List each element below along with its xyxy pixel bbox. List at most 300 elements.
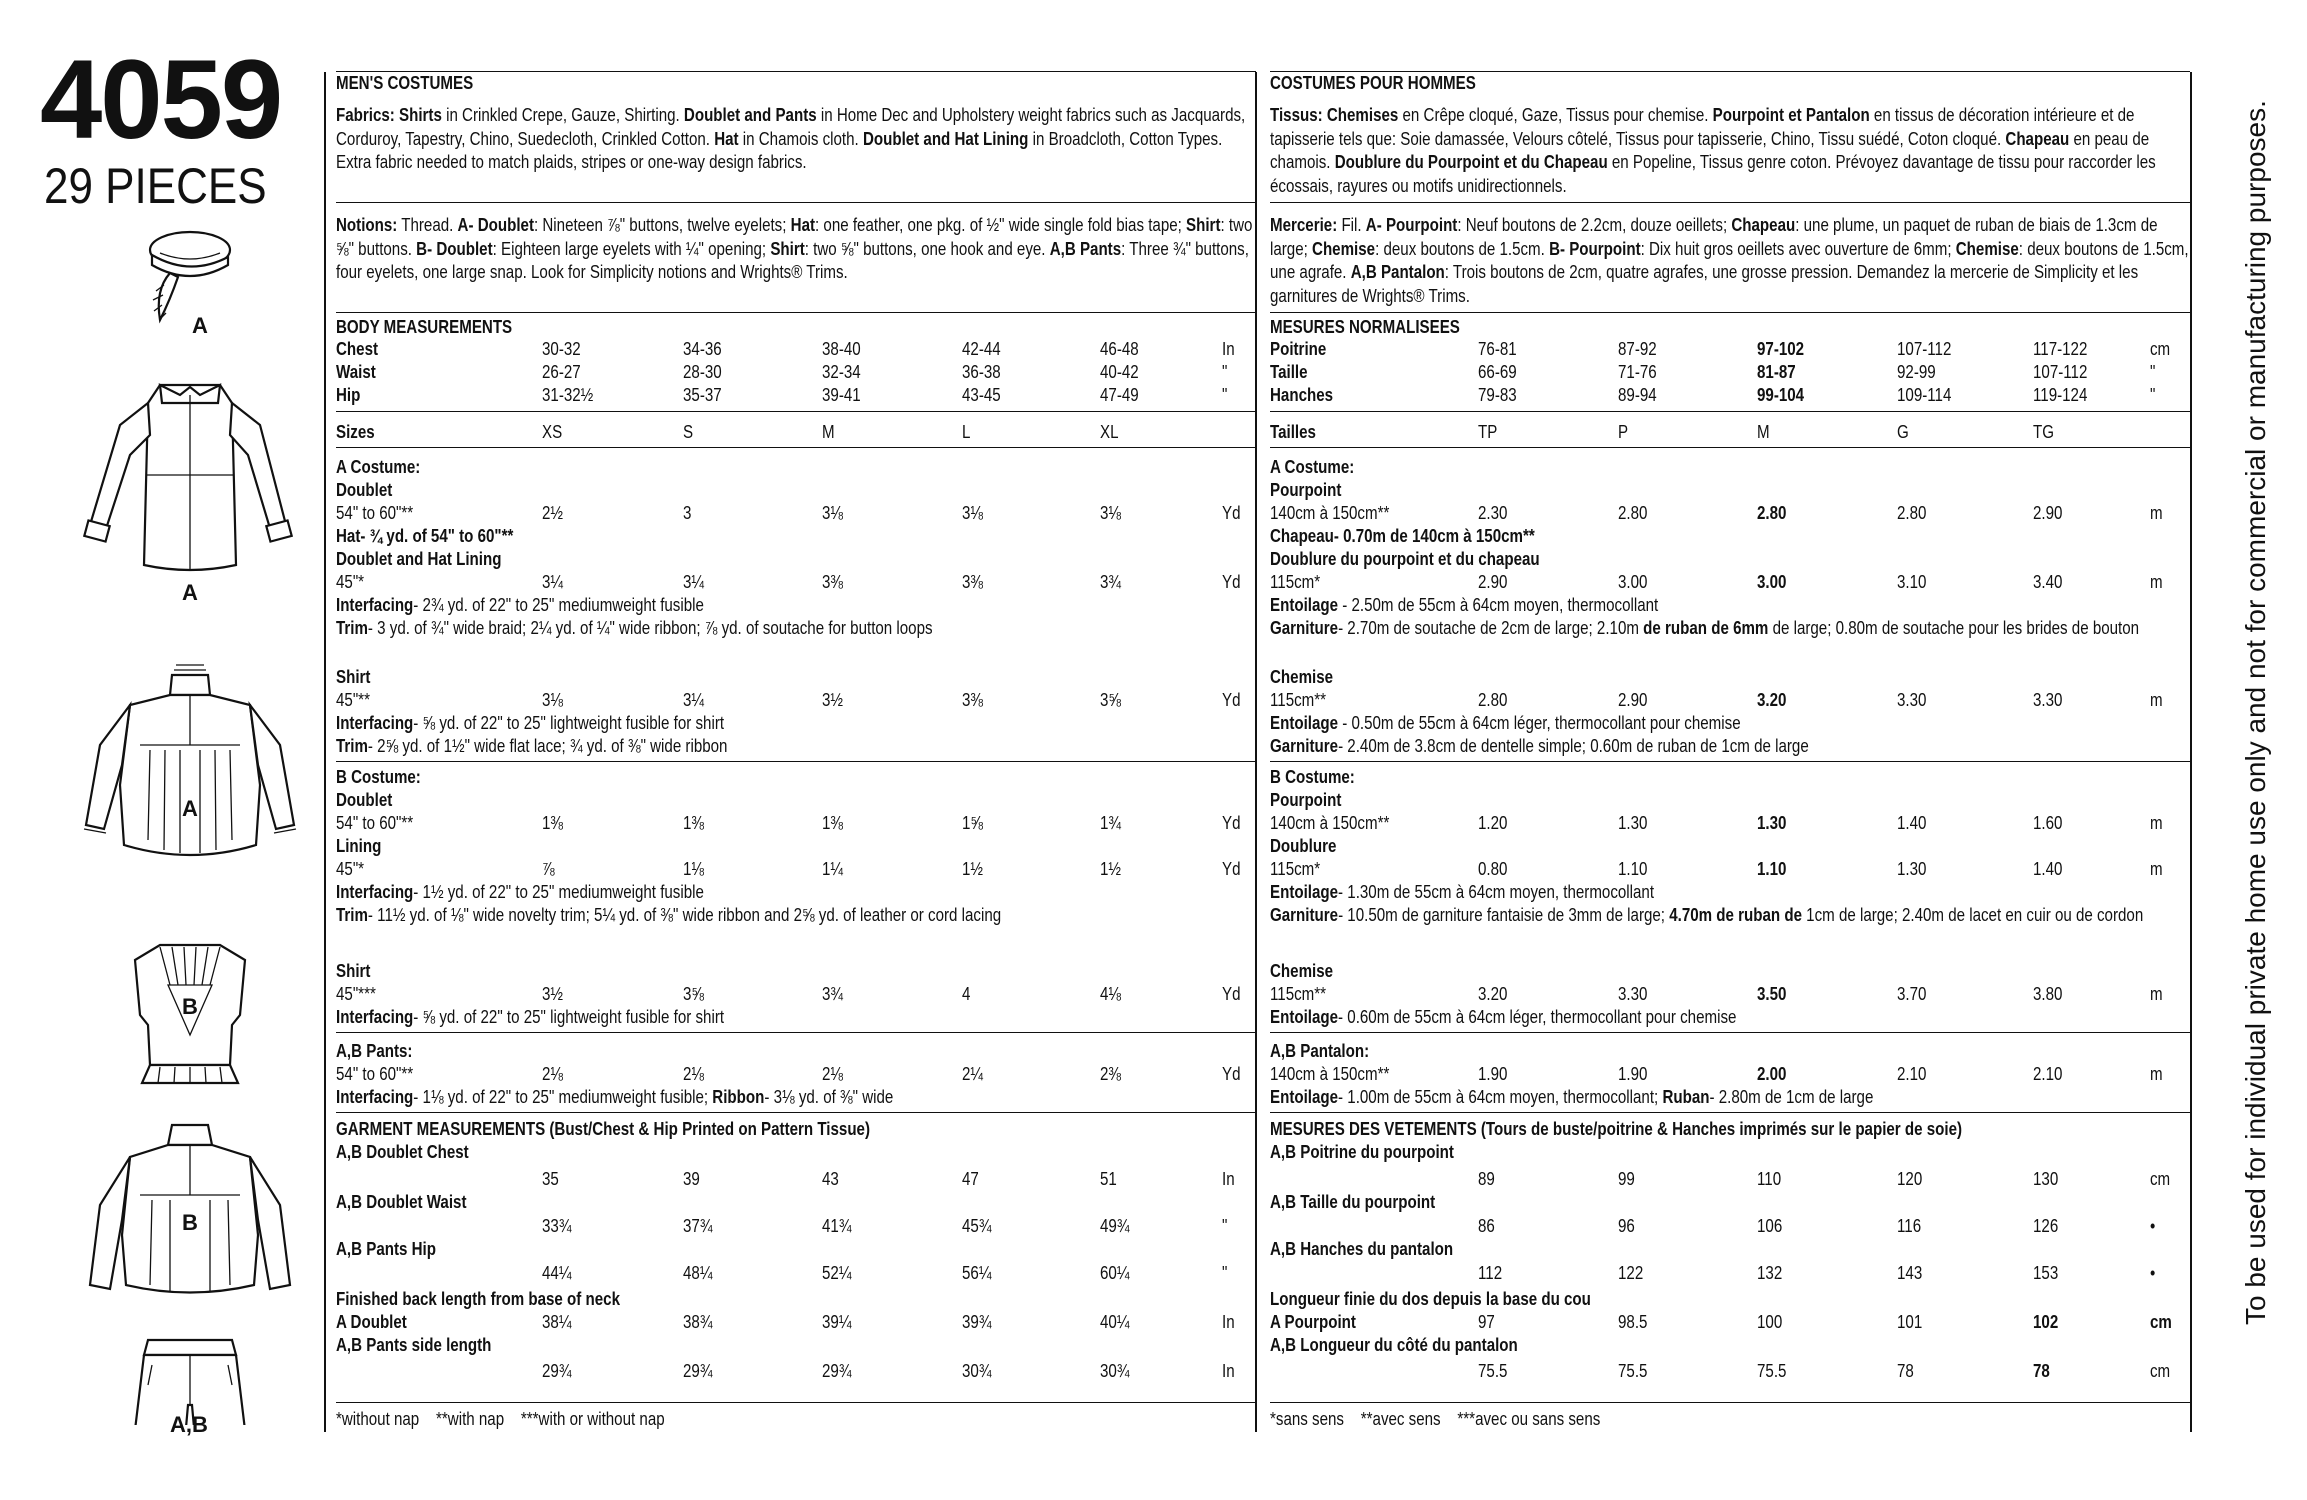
g-side-1: 75.5 (1478, 1361, 1508, 1381)
rule (1270, 447, 2190, 448)
size-4: G (1897, 422, 1909, 442)
body-measurements-title: MESURES NORMALISEES (1270, 317, 1460, 337)
pants-yardage-5: 2.10 (2033, 1064, 2063, 1084)
illustrations (60, 225, 310, 1425)
pants-yardage-4: 2.10 (1897, 1064, 1927, 1084)
lining-yardage-1: 2.90 (1478, 572, 1508, 592)
b-doublet-yardage-1: 1⅜ (542, 813, 564, 833)
size-5: XL (1100, 422, 1119, 442)
pants-yardage-1: 2⅛ (542, 1064, 564, 1084)
a-doublet-yardage-1: 2½ (542, 503, 564, 523)
hat-line: Chapeau- 0.70m de 140cm à 150cm** (1270, 526, 1535, 546)
b-shirt-unit: m (2150, 984, 2163, 1004)
rule (1270, 761, 2190, 762)
a-shirt-yardage-4: 3⅜ (962, 690, 984, 710)
hat-line: Hat- ¾ yd. of 54" to 60"** (336, 526, 514, 546)
a-doublet-heading: Doublet (336, 480, 393, 500)
size-3: M (1757, 422, 1770, 442)
lining-width: 115cm* (1270, 572, 1321, 592)
pants-width: 140cm à 150cm** (1270, 1064, 1390, 1084)
b-lining-yardage-4: 1½ (962, 859, 984, 879)
b-lining-yardage-1: 0.80 (1478, 859, 1508, 879)
b-costume-heading: B Costume: (1270, 767, 1355, 787)
g-side-2: 75.5 (1618, 1361, 1648, 1381)
g-hip-label: A,B Hanches du pantalon (1270, 1239, 1454, 1259)
body-row-value: 40-42 (1100, 362, 1139, 382)
g-hip-unit: • (2150, 1263, 2156, 1283)
body-row-value: 39-41 (822, 385, 861, 405)
rule (336, 447, 1256, 448)
size-1: TP (1478, 422, 1498, 442)
a-shirt-yardage-1: 3⅛ (542, 690, 564, 710)
a-doublet-heading: Pourpoint (1270, 480, 1342, 500)
rule (1270, 1032, 2190, 1033)
body-row-value: 97-102 (1757, 339, 1805, 359)
b-doublet-yardage-2: 1.30 (1618, 813, 1648, 833)
body-row-value: 117-122 (2033, 339, 2088, 359)
illustration-label-hat: A (192, 313, 208, 338)
illustration-label-doublet-b: B (182, 994, 198, 1019)
body-row-unit: " (1222, 362, 1228, 382)
g-a-doublet-3: 39¼ (822, 1312, 852, 1332)
lining-width: 45"* (336, 572, 365, 592)
sizes-label: Sizes (336, 422, 375, 442)
b-shirt-yardage-2: 3⅝ (683, 984, 705, 1004)
size-3: M (822, 422, 835, 442)
lining-unit: m (2150, 572, 2163, 592)
illustration-label-pants: A,B (170, 1412, 208, 1437)
body-row-label: Taille (1270, 362, 1308, 382)
pants-heading: A,B Pants: (336, 1041, 413, 1061)
size-4: L (962, 422, 971, 442)
body-row-value: 119-124 (2033, 385, 2088, 405)
g-waist-5: 49¾ (1100, 1216, 1130, 1236)
body-row-value: 36-38 (962, 362, 1001, 382)
body-row-value: 32-34 (822, 362, 861, 382)
rule (336, 71, 1256, 72)
g-hip-1: 112 (1478, 1263, 1503, 1283)
b-doublet-yardage-4: 1⅝ (962, 813, 984, 833)
g-side-5: 30¾ (1100, 1361, 1130, 1381)
g-side-4: 78 (1897, 1361, 1914, 1381)
notions-paragraph: Notions: Thread. A- Doublet: Nineteen ⅞" buttons, twelve eyelets; Hat: one feather, one pkg. of ½" wide single fold bias tape; Shirt: two ⅝" buttons. B- Doublet: Eighteen large eyelets with ¼" opening; Shirt: two ⅝" buttons, one hook and eye. A,B Pants: Three ¾" buttons, four eyelets, one large snap. Look for Simplicity notions and Wrights® Trims. (336, 215, 1253, 282)
a-shirt-interfacing: Interfacing- ⅝ yd. of 22" to 25" lightweight fusible for shirt (336, 713, 725, 733)
body-row-value: 43-45 (962, 385, 1001, 405)
g-side-3: 29¾ (822, 1361, 852, 1381)
a-costume-heading: A Costume: (336, 457, 421, 477)
pants-yardage-2: 2⅛ (683, 1064, 705, 1084)
g-hip-2: 122 (1618, 1263, 1644, 1283)
b-lining-yardage-1: ⅞ (542, 859, 555, 879)
body-row-value: 30-32 (542, 339, 581, 359)
body-row-unit: " (2150, 385, 2156, 405)
pants-yardage-2: 1.90 (1618, 1064, 1648, 1084)
body-row-unit: " (2150, 362, 2156, 382)
g-chest-2: 39 (683, 1169, 700, 1189)
b-lining-yardage-5: 1½ (1100, 859, 1122, 879)
g-hip-4: 56¼ (962, 1263, 992, 1283)
size-5: TG (2033, 422, 2054, 442)
body-row-value: 66-69 (1478, 362, 1517, 382)
a-shirt-yardage-2: 2.90 (1618, 690, 1648, 710)
g-chest-2: 99 (1618, 1169, 1635, 1189)
b-garniture: Garniture- 10.50m de garniture fantaisie de 3mm de large; 4.70m de ruban de 1cm de large; 2.40m de lacet en cuir ou de cordon (1270, 905, 2144, 925)
b-shirt-yardage-3: 3¾ (822, 984, 844, 1004)
g-a-doublet-2: 38¾ (683, 1312, 713, 1332)
g-waist-label: A,B Doublet Waist (336, 1192, 467, 1212)
pants-yardage-4: 2¼ (962, 1064, 984, 1084)
g-waist-unit: • (2150, 1216, 2156, 1236)
lining-yardage-1: 3¼ (542, 572, 564, 592)
body-row-value: 79-83 (1478, 385, 1517, 405)
g-chest-3: 43 (822, 1169, 839, 1189)
rule (336, 1032, 1256, 1033)
footnote: *sans sens **avec sens ***avec ou sans sens (1270, 1409, 1601, 1429)
body-row-value: 109-114 (1897, 385, 1952, 405)
b-shirt-unit: Yd (1222, 984, 1241, 1004)
g-waist-2: 96 (1618, 1216, 1635, 1236)
g-waist-1: 33¾ (542, 1216, 572, 1236)
a-doublet-yardage-3: 2.80 (1757, 503, 1787, 523)
lining-yardage-2: 3¼ (683, 572, 705, 592)
b-shirt-yardage-4: 3.70 (1897, 984, 1927, 1004)
a-doublet-yardage-4: 2.80 (1897, 503, 1927, 523)
g-chest-unit: cm (2150, 1169, 2171, 1189)
shirt-a-illustration (84, 665, 296, 855)
b-shirt-interfacing: Entoilage- 0.60m de 55cm à 64cm léger, thermocollant pour chemise (1270, 1007, 1737, 1027)
a-shirt-trim: Garniture- 2.40m de 3.8cm de dentelle simple; 0.60m de ruban de 1cm de large (1270, 736, 1809, 756)
g-hip-label: A,B Pants Hip (336, 1239, 436, 1259)
body-row-value: 71-76 (1618, 362, 1657, 382)
pants-heading: A,B Pantalon: (1270, 1041, 1370, 1061)
b-shirt-yardage-2: 3.30 (1618, 984, 1648, 1004)
g-side-label: A,B Longueur du côté du pantalon (1270, 1335, 1518, 1355)
size-2: S (683, 422, 694, 442)
rule (1270, 411, 2190, 412)
body-row-unit: cm (2150, 339, 2171, 359)
body-row-label: Waist (336, 362, 376, 382)
garment-title: MESURES DES VETEMENTS (Tours de buste/poitrine & Hanches imprimés sur le papier de soie) (1270, 1119, 1963, 1139)
rule (336, 411, 1256, 412)
a-garniture: Garniture- 2.70m de soutache de 2cm de large; 2.10m de ruban de 6mm de large; 0.80m de soutache pour les brides de bouton (1270, 618, 2140, 638)
g-chest-5: 130 (2033, 1169, 2059, 1189)
g-a-doublet-unit: In (1222, 1312, 1235, 1332)
footnote: *without nap **with nap ***with or without nap (336, 1409, 665, 1429)
g-chest-label: A,B Poitrine du pourpoint (1270, 1142, 1454, 1162)
body-row-value: 89-94 (1618, 385, 1657, 405)
b-doublet-width: 140cm à 150cm** (1270, 813, 1390, 833)
body-row-label: Hip (336, 385, 361, 405)
pants-extra: Entoilage- 1.00m de 55cm à 64cm moyen, thermocollant; Ruban- 2.80m de 1cm de large (1270, 1087, 1874, 1107)
g-hip-2: 48¼ (683, 1263, 713, 1283)
b-costume-heading: B Costume: (336, 767, 421, 787)
a-costume-heading: A Costume: (1270, 457, 1355, 477)
g-a-doublet-label: A Doublet (336, 1312, 407, 1332)
g-a-doublet-5: 40¼ (1100, 1312, 1130, 1332)
lining-yardage-4: 3⅜ (962, 572, 984, 592)
a-shirt-unit: Yd (1222, 690, 1241, 710)
body-row-value: 35-37 (683, 385, 722, 405)
a-shirt-width: 45"** (336, 690, 370, 710)
rule (1270, 71, 2190, 72)
g-waist-4: 116 (1897, 1216, 1922, 1236)
b-lining-yardage-2: 1.10 (1618, 859, 1648, 879)
fabrics-paragraph: Tissus: Chemises en Crêpe cloqué, Gaze, Tissus pour chemise. Pourpoint et Pantalon en tissus de décoration intérieure et de tapisserie tels que: Soie damassée, Velours côtelé, Tissus pour tapisserie, Chino, Tissu suédé, Coton cloqué. Chapeau en peau de chamois. Doublure du Pourpoint et du Chapeau en Popeline, Tissus genre coton. Prévoyez davantage de tissu pour raccorder les écossais, rayures ou motifs unidirectionnels. (1270, 105, 2156, 196)
b-shirt-heading: Chemise (1270, 961, 1334, 981)
a-shirt-yardage-1: 2.80 (1478, 690, 1508, 710)
g-chest-5: 51 (1100, 1169, 1117, 1189)
g-side-4: 30¾ (962, 1361, 992, 1381)
body-row-value: 87-92 (1618, 339, 1657, 359)
g-hip-1: 44¼ (542, 1263, 572, 1283)
illustration-label-doublet-a: A (182, 580, 198, 605)
g-a-doublet-unit: cm (2150, 1312, 2172, 1332)
g-a-doublet-1: 38¼ (542, 1312, 572, 1332)
b-lining-yardage-5: 1.40 (2033, 859, 2063, 879)
g-side-5: 78 (2033, 1361, 2050, 1381)
body-row-value: 47-49 (1100, 385, 1139, 405)
g-chest-1: 89 (1478, 1169, 1495, 1189)
a-doublet-yardage-3: 3⅛ (822, 503, 844, 523)
lining-yardage-3: 3⅜ (822, 572, 844, 592)
b-doublet-heading: Doublet (336, 790, 393, 810)
body-row-value: 107-112 (1897, 339, 1952, 359)
a-shirt-yardage-2: 3¼ (683, 690, 705, 710)
a-shirt-yardage-3: 3.20 (1757, 690, 1787, 710)
g-waist-5: 126 (2033, 1216, 2059, 1236)
body-row-value: 46-48 (1100, 339, 1139, 359)
b-doublet-yardage-5: 1¾ (1100, 813, 1122, 833)
a-shirt-yardage-5: 3.30 (2033, 690, 2063, 710)
b-lining-width: 45"* (336, 859, 365, 879)
body-row-unit: In (1222, 339, 1235, 359)
rule (336, 761, 1256, 762)
g-a-doublet-5: 102 (2033, 1312, 2059, 1332)
g-chest-3: 110 (1757, 1169, 1782, 1189)
lining-yardage-2: 3.00 (1618, 572, 1648, 592)
b-doublet-width: 54" to 60"** (336, 813, 414, 833)
b-doublet-yardage-1: 1.20 (1478, 813, 1508, 833)
pants-unit: m (2150, 1064, 2163, 1084)
rule (336, 202, 1256, 203)
lining-yardage-3: 3.00 (1757, 572, 1787, 592)
lining-yardage-5: 3¾ (1100, 572, 1122, 592)
b-lining-heading: Doublure (1270, 836, 1337, 856)
body-row-value: 38-40 (822, 339, 861, 359)
garment-title: GARMENT MEASUREMENTS (Bust/Chest & Hip Printed on Pattern Tissue) (336, 1119, 871, 1139)
g-side-unit: cm (2150, 1361, 2171, 1381)
g-hip-5: 153 (2033, 1263, 2059, 1283)
a-interfacing: Entoilage - 2.50m de 55cm à 64cm moyen, thermocollant (1270, 595, 1659, 615)
g-hip-3: 132 (1757, 1263, 1783, 1283)
g-waist-unit: " (1222, 1216, 1228, 1236)
usage-notice: To be used for individual private home use only and not for commercial or manufacturing purposes. (2240, 100, 2271, 1325)
b-lining-heading: Lining (336, 836, 382, 856)
a-doublet-yardage-4: 3⅛ (962, 503, 984, 523)
rule (336, 1402, 1256, 1403)
rule (1270, 202, 2190, 203)
g-chest-unit: In (1222, 1169, 1235, 1189)
section-title: COSTUMES POUR HOMMES (1270, 73, 1476, 93)
a-doublet-width: 140cm à 150cm** (1270, 503, 1390, 523)
notions-paragraph: Mercerie: Fil. A- Pourpoint: Neuf boutons de 2.2cm, douze oeillets; Chapeau: une plume, un paquet de ruban de biais de 1.3cm de large; Chemise: deux boutons de 1.5cm. B- Pourpoint: Dix huit gros oeillets avec ouverture de 6mm; Chemise: deux boutons de 1.5cm, une agrafe. A,B Pantalon: Trois boutons de 2cm, quatre agrafes, une grosse pression. Demandez la mercerie de Simplicity et les garnitures de Wrights® Trims. (1270, 215, 2189, 306)
section-title: MEN'S COSTUMES (336, 73, 474, 93)
a-shirt-trim: Trim- 2⅝ yd. of 1½" wide flat lace; ¾ yd. of ⅜" wide ribbon (336, 736, 728, 756)
g-a-doublet-label: A Pourpoint (1270, 1312, 1356, 1332)
a-doublet-yardage-5: 3⅛ (1100, 503, 1122, 523)
g-hip-4: 143 (1897, 1263, 1923, 1283)
b-doublet-yardage-4: 1.40 (1897, 813, 1927, 833)
g-hip-3: 52¼ (822, 1263, 852, 1283)
sizes-label: Tailles (1270, 422, 1316, 442)
g-waist-label: A,B Taille du pourpoint (1270, 1192, 1436, 1212)
a-shirt-heading: Shirt (336, 667, 371, 687)
a-shirt-width: 115cm** (1270, 690, 1327, 710)
a-shirt-interfacing: Entoilage - 0.50m de 55cm à 64cm léger, thermocollant pour chemise (1270, 713, 1741, 733)
b-lining-yardage-4: 1.30 (1897, 859, 1927, 879)
lining-yardage-4: 3.10 (1897, 572, 1927, 592)
b-shirt-yardage-3: 3.50 (1757, 984, 1787, 1004)
body-row-value: 31-32½ (542, 385, 594, 405)
body-row-label: Hanches (1270, 385, 1334, 405)
g-back-label: Longueur finie du dos depuis la base du cou (1270, 1289, 1591, 1309)
a-interfacing: Interfacing- 2¾ yd. of 22" to 25" mediumweight fusible (336, 595, 704, 615)
a-shirt-yardage-3: 3½ (822, 690, 844, 710)
rule (1270, 312, 2190, 313)
b-shirt-interfacing: Interfacing- ⅝ yd. of 22" to 25" lightweight fusible for shirt (336, 1007, 725, 1027)
g-waist-2: 37¾ (683, 1216, 713, 1236)
lining-unit: Yd (1222, 572, 1241, 592)
g-waist-4: 45¾ (962, 1216, 992, 1236)
piece-count: 29 PIECES (44, 158, 267, 214)
b-lining-unit: Yd (1222, 859, 1241, 879)
rule (1270, 1402, 2190, 1403)
b-lining-unit: m (2150, 859, 2163, 879)
pants-width: 54" to 60"** (336, 1064, 414, 1084)
g-a-doublet-1: 97 (1478, 1312, 1495, 1332)
doublet-a-illustration (84, 385, 291, 570)
g-chest-label: A,B Doublet Chest (336, 1142, 469, 1162)
a-trim: Trim- 3 yd. of ¾" wide braid; 2¼ yd. of ¼" wide ribbon; ⅞ yd. of soutache for button loops (336, 618, 933, 638)
b-doublet-yardage-3: 1.30 (1757, 813, 1787, 833)
body-row-value: 34-36 (683, 339, 722, 359)
a-shirt-yardage-4: 3.30 (1897, 690, 1927, 710)
b-doublet-unit: m (2150, 813, 2163, 833)
b-shirt-heading: Shirt (336, 961, 371, 981)
g-chest-4: 47 (962, 1169, 979, 1189)
a-doublet-width: 54" to 60"** (336, 503, 414, 523)
a-shirt-yardage-5: 3⅝ (1100, 690, 1122, 710)
lining-heading: Doublet and Hat Lining (336, 549, 502, 569)
a-doublet-yardage-2: 3 (683, 503, 692, 523)
rule (336, 312, 1256, 313)
b-trim: Trim- 11½ yd. of ⅛" wide novelty trim; 5¼ yd. of ⅜" wide ribbon and 2⅝ yd. of leather or cord lacing (336, 905, 1002, 925)
illustration-label-shirt-a: A (182, 796, 198, 821)
b-doublet-unit: Yd (1222, 813, 1241, 833)
body-row-label: Poitrine (1270, 339, 1327, 359)
b-lining-yardage-3: 1.10 (1757, 859, 1787, 879)
body-row-value: 81-87 (1757, 362, 1796, 382)
body-row-value: 42-44 (962, 339, 1001, 359)
body-row-value: 76-81 (1478, 339, 1517, 359)
rule (336, 1112, 1256, 1113)
body-row-value: 92-99 (1897, 362, 1936, 382)
lining-heading: Doublure du pourpoint et du chapeau (1270, 549, 1540, 569)
body-measurements-title: BODY MEASUREMENTS (336, 317, 513, 337)
b-lining-width: 115cm* (1270, 859, 1321, 879)
b-interfacing: Entoilage- 1.30m de 55cm à 64cm moyen, thermocollant (1270, 882, 1655, 902)
a-doublet-unit: m (2150, 503, 2163, 523)
pants-yardage-3: 2.00 (1757, 1064, 1787, 1084)
body-row-value: 99-104 (1757, 385, 1805, 405)
size-1: XS (542, 422, 563, 442)
b-doublet-yardage-3: 1⅜ (822, 813, 844, 833)
body-row-value: 28-30 (683, 362, 722, 382)
shirt-b-illustration (90, 1125, 290, 1293)
b-interfacing: Interfacing- 1½ yd. of 22" to 25" mediumweight fusible (336, 882, 704, 902)
b-shirt-yardage-1: 3½ (542, 984, 564, 1004)
g-waist-3: 41¾ (822, 1216, 852, 1236)
body-row-label: Chest (336, 339, 379, 359)
g-a-doublet-4: 39¾ (962, 1312, 992, 1332)
g-a-doublet-2: 98.5 (1618, 1312, 1648, 1332)
g-side-3: 75.5 (1757, 1361, 1787, 1381)
b-lining-yardage-3: 1¼ (822, 859, 844, 879)
b-doublet-heading: Pourpoint (1270, 790, 1342, 810)
g-side-2: 29¾ (683, 1361, 713, 1381)
pants-extra: Interfacing- 1⅛ yd. of 22" to 25" mediumweight fusible; Ribbon- 3⅛ yd. of ⅜" wide (336, 1087, 894, 1107)
g-waist-3: 106 (1757, 1216, 1783, 1236)
rule (1270, 1112, 2190, 1113)
a-shirt-heading: Chemise (1270, 667, 1334, 687)
g-side-1: 29¾ (542, 1361, 572, 1381)
a-doublet-yardage-1: 2.30 (1478, 503, 1508, 523)
pants-yardage-3: 2⅛ (822, 1064, 844, 1084)
b-doublet-yardage-2: 1⅜ (683, 813, 705, 833)
g-chest-1: 35 (542, 1169, 559, 1189)
body-row-unit: " (1222, 385, 1228, 405)
pants-yardage-5: 2⅜ (1100, 1064, 1122, 1084)
lining-yardage-5: 3.40 (2033, 572, 2063, 592)
b-shirt-yardage-5: 4⅛ (1100, 984, 1122, 1004)
a-shirt-unit: m (2150, 690, 2163, 710)
b-shirt-yardage-4: 4 (962, 984, 971, 1004)
illustration-label-shirt-b: B (182, 1210, 198, 1235)
a-doublet-unit: Yd (1222, 503, 1241, 523)
g-waist-1: 86 (1478, 1216, 1495, 1236)
pants-unit: Yd (1222, 1064, 1241, 1084)
g-hip-unit: " (1222, 1263, 1228, 1283)
b-shirt-yardage-1: 3.20 (1478, 984, 1508, 1004)
g-a-doublet-4: 101 (1897, 1312, 1923, 1332)
b-shirt-width: 115cm** (1270, 984, 1327, 1004)
g-back-label: Finished back length from base of neck (336, 1289, 620, 1309)
b-lining-yardage-2: 1⅛ (683, 859, 705, 879)
g-chest-4: 120 (1897, 1169, 1923, 1189)
hat-illustration (150, 232, 230, 320)
b-shirt-width: 45"*** (336, 984, 376, 1004)
g-side-unit: In (1222, 1361, 1235, 1381)
g-side-label: A,B Pants side length (336, 1335, 492, 1355)
left-rule (324, 72, 326, 1432)
g-hip-5: 60¼ (1100, 1263, 1130, 1283)
a-doublet-yardage-5: 2.90 (2033, 503, 2063, 523)
body-row-value: 107-112 (2033, 362, 2088, 382)
g-a-doublet-3: 100 (1757, 1312, 1783, 1332)
b-doublet-yardage-5: 1.60 (2033, 813, 2063, 833)
pattern-number: 4059 (40, 37, 282, 162)
size-2: P (1618, 422, 1629, 442)
